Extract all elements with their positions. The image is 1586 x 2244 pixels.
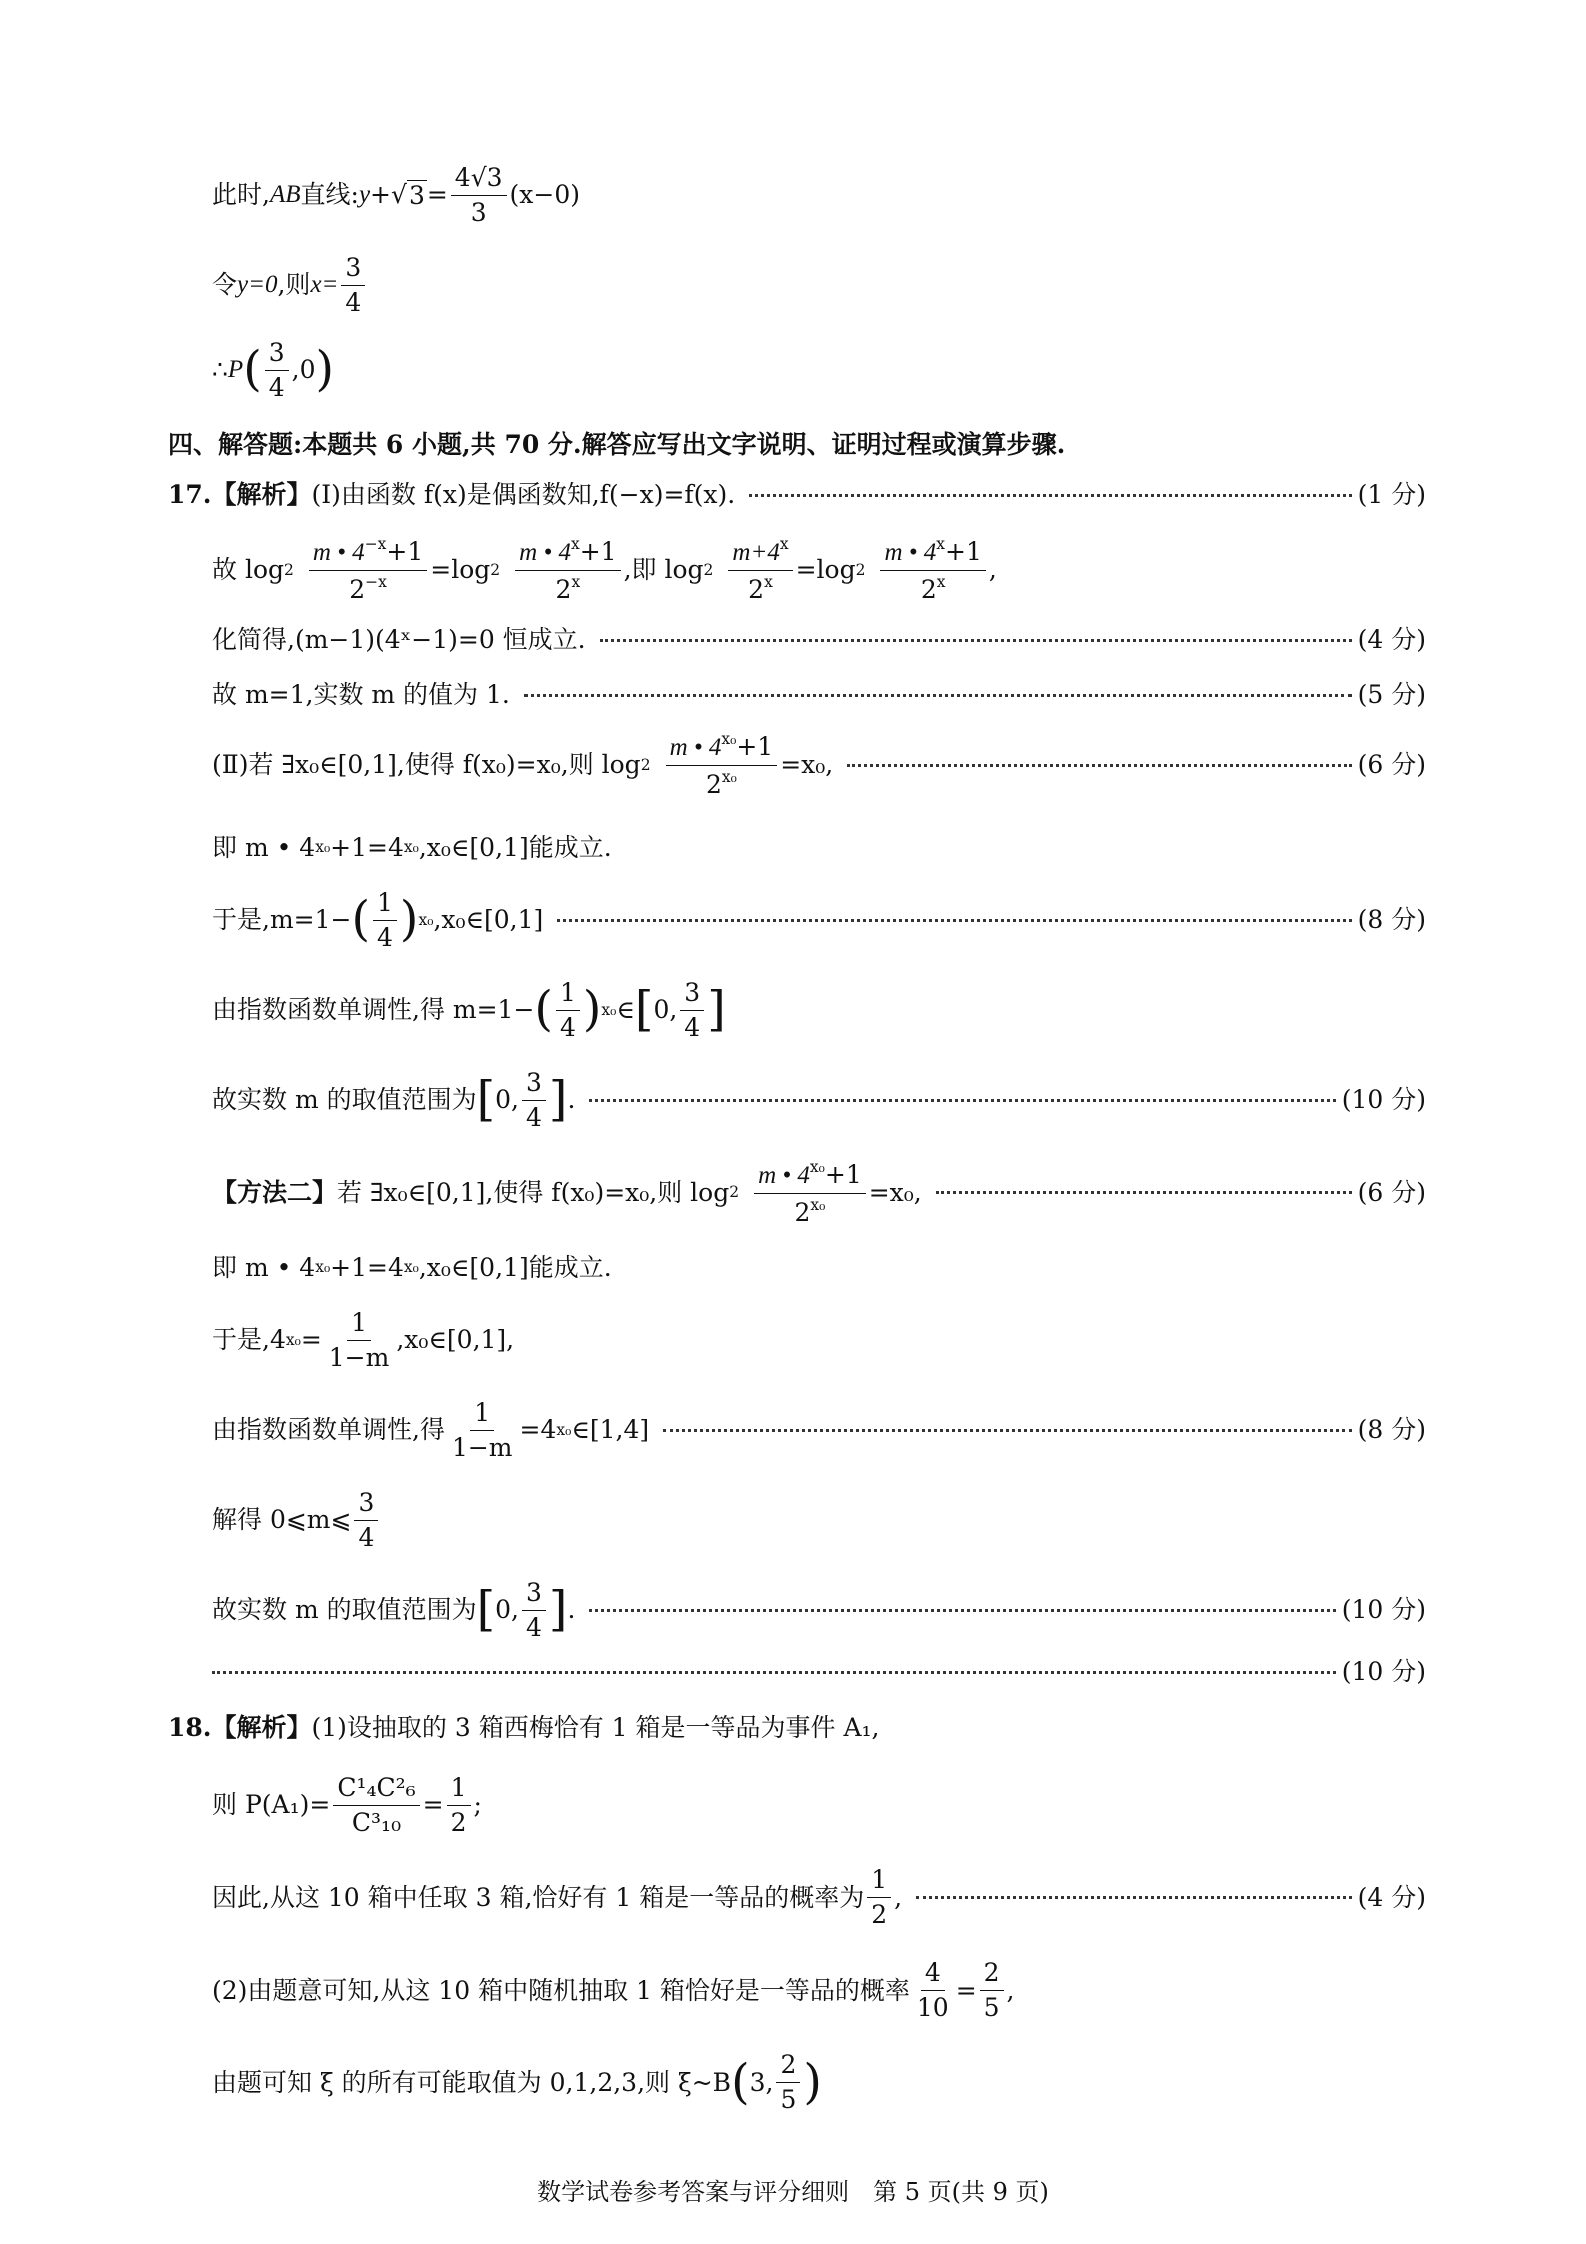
fraction — [680, 978, 704, 1043]
text: + — [370, 180, 391, 209]
denominator: 4 — [526, 1612, 542, 1642]
fraction — [522, 1578, 546, 1643]
numerator: 1 — [470, 1398, 494, 1431]
text: 此时, — [212, 180, 270, 209]
numerator: 1 — [556, 978, 580, 1011]
text: , — [894, 1882, 903, 1912]
q18-line-4 — [212, 1953, 1426, 2028]
leader-dots — [557, 919, 1351, 922]
exp: x₀ — [315, 838, 331, 857]
numerator — [728, 535, 792, 571]
text: 2 — [555, 574, 572, 604]
question-tag: 【解析】 — [211, 1713, 312, 1742]
leader-dots — [916, 1896, 1352, 1899]
q17-method2-line-4 — [212, 1395, 1426, 1465]
text: +1 — [736, 732, 774, 761]
q18-line-2 — [212, 1765, 1426, 1845]
text: ,则 — [277, 270, 311, 299]
denominator: 4 — [559, 1012, 576, 1042]
denominator — [345, 571, 391, 605]
text: 0, — [653, 995, 678, 1024]
text: +1 — [824, 1159, 862, 1189]
text: m • 4 — [669, 734, 722, 761]
exp: x₀ — [810, 1195, 826, 1214]
text: =x₀, — [780, 750, 834, 779]
text: ∈[1,4] — [571, 1415, 650, 1444]
q18-line-3 — [212, 1860, 1426, 1935]
paren-right: ) — [803, 2054, 822, 2110]
text: +1=4 — [330, 1252, 404, 1282]
line-ab-equation — [212, 160, 1426, 230]
numerator — [666, 730, 778, 766]
paren-left: ( — [243, 342, 262, 398]
score: (1 分) — [1357, 480, 1426, 509]
denominator: 4 — [358, 1522, 375, 1552]
text: 3, — [749, 2067, 774, 2097]
text: 0, — [495, 1595, 520, 1624]
var-y: y — [358, 181, 371, 208]
line-let-y-zero — [212, 250, 1426, 320]
paren-left: ( — [731, 2054, 750, 2110]
fraction — [325, 1308, 394, 1373]
fraction — [447, 1773, 471, 1838]
text: ,x₀∈[0,1] — [433, 905, 544, 934]
paren-left: ( — [534, 982, 553, 1038]
numerator: 1 — [447, 1773, 471, 1806]
numerator: 4√3 — [451, 163, 507, 196]
fraction — [309, 535, 427, 605]
text: = — [422, 1790, 444, 1819]
text: m • 4 — [884, 539, 937, 566]
q17-line-7 — [212, 885, 1426, 955]
score: (6 分) — [1357, 1177, 1426, 1207]
denominator: 5 — [983, 1993, 1000, 2022]
paren-right: ) — [399, 892, 419, 948]
exp: x₀ — [809, 1157, 825, 1176]
text: ,x₀∈[0,1]能成立. — [418, 1252, 612, 1282]
text: 于是,m=1− — [212, 905, 352, 934]
text: 直线: — [300, 180, 359, 209]
fraction — [776, 2050, 800, 2115]
fraction — [354, 1488, 378, 1553]
text: ,x₀∈[0,1]能成立. — [418, 832, 612, 862]
numerator — [309, 535, 427, 571]
text: (x−0) — [509, 180, 581, 209]
fraction — [373, 888, 397, 953]
denominator: 1−m — [451, 1432, 513, 1462]
numerator: 3 — [354, 1488, 378, 1521]
text: ,即 log — [623, 555, 704, 584]
text: 故实数 m 的取值范围为 — [212, 1595, 477, 1624]
text: m • 4 — [758, 1161, 810, 1189]
text: 化简得,(m−1)(4ˣ−1)=0 恒成立. — [212, 625, 586, 654]
sqrt-3 — [391, 180, 427, 211]
text: 由指数函数单调性,得 m=1− — [212, 995, 535, 1024]
text: m • 4 — [312, 539, 365, 566]
q18-line-1 — [168, 1708, 1426, 1748]
denominator: 3 — [470, 197, 487, 227]
bracket-left: [ — [634, 982, 654, 1038]
score: (10 分) — [1341, 1657, 1426, 1686]
bracket-right: ] — [548, 1582, 568, 1638]
radicand: 3 — [408, 180, 425, 210]
log-base: 2 — [490, 560, 501, 579]
fraction — [522, 1068, 546, 1133]
text: m • 4 — [519, 539, 571, 566]
text: =log — [430, 555, 491, 584]
leader-dots — [589, 1609, 1335, 1612]
page-footer: 数学试卷参考答案与评分细则 第 5 页(共 9 页) — [537, 2178, 1049, 2206]
text: =log — [795, 555, 856, 584]
text: =4 — [519, 1415, 557, 1444]
log-base: 2 — [703, 560, 714, 579]
bracket-right: ] — [548, 1072, 568, 1128]
exp: x — [936, 535, 946, 554]
q17-line-8 — [212, 975, 1426, 1045]
numerator: 2 — [776, 2050, 800, 2083]
question-number: 17. — [168, 480, 212, 509]
q17-line-3 — [212, 620, 1426, 660]
fraction — [341, 253, 365, 318]
exp: x — [936, 573, 946, 591]
leader-dots — [212, 1671, 1336, 1674]
text: ; — [473, 1790, 482, 1819]
leader-dots — [663, 1429, 1352, 1432]
leader-dots — [589, 1099, 1335, 1102]
denominator: 2 — [871, 1900, 888, 1929]
text: 四、解答题:本题共 6 小题,共 70 分.解答应写出文字说明、证明过程或演算步骤. — [168, 430, 1066, 459]
exp: x — [570, 535, 580, 554]
bracket-left: [ — [476, 1582, 496, 1638]
text: 故实数 m 的取值范围为 — [212, 1085, 477, 1114]
denominator — [702, 766, 741, 800]
question-tag: 【解析】 — [211, 480, 312, 509]
score: (10 分) — [1341, 1595, 1426, 1624]
exp: x — [571, 573, 581, 591]
fraction — [666, 730, 778, 800]
denominator: 4 — [377, 922, 393, 952]
text: ,x₀∈[0,1], — [396, 1325, 515, 1354]
text: . — [567, 1595, 576, 1624]
leader-dots — [936, 1191, 1352, 1194]
text: . — [567, 1085, 576, 1114]
numerator: 4 — [921, 1958, 945, 1991]
q18-line-5 — [212, 2045, 1426, 2120]
fraction — [333, 1773, 419, 1838]
q17-method2-line-6 — [212, 1575, 1426, 1645]
text: 由题可知 ξ 的所有可能取值为 0,1,2,3,则 ξ~B — [212, 2067, 732, 2097]
exp: x₀ — [285, 1330, 301, 1349]
numerator: 1 — [347, 1308, 371, 1341]
leader-dots — [749, 494, 1351, 497]
fraction — [980, 1958, 1004, 2023]
var-ab: AB — [269, 181, 301, 208]
denominator: 4 — [345, 287, 362, 317]
q17-line-2 — [212, 530, 1426, 610]
exp: x₀ — [403, 838, 419, 857]
section-4-heading — [168, 425, 1426, 465]
exp: x₀ — [721, 730, 737, 749]
exp: −x — [364, 535, 387, 554]
text: = — [300, 1325, 322, 1354]
text: 令 — [212, 270, 238, 299]
q17-line-4 — [212, 675, 1426, 715]
text: 解得 0⩽m⩽ — [212, 1505, 352, 1534]
text: 即 m • 4 — [212, 1252, 316, 1282]
text: m+4 — [732, 539, 780, 566]
denominator: C³₁₀ — [351, 1807, 402, 1837]
text: ,0 — [291, 355, 316, 384]
exp: x₀ — [721, 768, 737, 786]
text: +1 — [386, 537, 424, 566]
score: (10 分) — [1341, 1085, 1426, 1114]
score: (5 分) — [1357, 680, 1426, 709]
text: , — [988, 555, 997, 584]
score: (8 分) — [1357, 1415, 1426, 1444]
paren-left: ( — [351, 892, 371, 948]
exp: x₀ — [556, 1420, 572, 1439]
radical-sign: √ — [391, 179, 407, 209]
fraction — [754, 1158, 866, 1228]
fraction — [913, 1958, 953, 2023]
denominator: 10 — [916, 1993, 949, 2022]
denominator — [917, 571, 950, 605]
q17-method2-line-1 — [212, 1155, 1426, 1230]
denominator — [744, 571, 777, 605]
text: 2 — [920, 574, 937, 604]
numerator: 2 — [980, 1958, 1004, 1991]
text: 故 m=1,实数 m 的值为 1. — [212, 680, 510, 709]
fraction — [515, 535, 620, 605]
q17-line-5 — [212, 725, 1426, 805]
log-base: 2 — [729, 1183, 740, 1202]
fraction — [867, 1865, 891, 1930]
text: 则 P(A₁)= — [212, 1790, 331, 1819]
numerator — [880, 535, 985, 571]
text: (Ⅱ)若 ∃x₀∈[0,1],使得 f(x₀)=x₀,则 log — [212, 750, 641, 779]
therefore-symbol: ∴ — [212, 355, 228, 384]
text: , — [1006, 1975, 1015, 2005]
var-p: P — [227, 356, 244, 383]
text: ∈ — [616, 995, 635, 1024]
text: (2)由题意可知,从这 10 箱中随机抽取 1 箱恰好是一等品的概率 — [212, 1975, 910, 2005]
score: (8 分) — [1357, 905, 1426, 934]
q17-line-9 — [212, 1065, 1426, 1135]
exp: x₀ — [315, 1258, 331, 1277]
text: 由指数函数单调性,得 — [212, 1415, 445, 1444]
numerator: 3 — [522, 1578, 546, 1611]
exp: x₀ — [418, 910, 434, 929]
denominator: 4 — [526, 1102, 542, 1132]
line-therefore-p — [212, 335, 1426, 405]
numerator: 3 — [522, 1068, 546, 1101]
exp: x₀ — [601, 1000, 617, 1019]
text: =x₀, — [868, 1177, 922, 1207]
numerator: 3 — [680, 978, 704, 1011]
log-base: 2 — [855, 560, 866, 579]
text: 故 log — [212, 555, 284, 584]
fraction — [880, 535, 985, 605]
denominator: 4 — [684, 1012, 701, 1042]
exp: x₀ — [403, 1258, 419, 1277]
exp: −x — [365, 573, 387, 591]
q17-line-6 — [212, 825, 1426, 870]
text: 2 — [349, 574, 366, 604]
score: (6 分) — [1357, 750, 1426, 779]
denominator: 1−m — [328, 1342, 390, 1372]
text: 于是,4 — [212, 1325, 286, 1354]
question-number: 18. — [168, 1713, 212, 1742]
q17-method2-line-3 — [212, 1305, 1426, 1375]
numerator — [515, 535, 620, 571]
exp: x — [764, 573, 773, 591]
fraction — [448, 1398, 517, 1463]
text: 因此,从这 10 箱中任取 3 箱,恰好有 1 箱是一等品的概率为 — [212, 1882, 865, 1912]
denominator: 5 — [780, 2085, 797, 2114]
numerator: 3 — [265, 338, 289, 371]
q17-method2-line-7 — [212, 1652, 1426, 1692]
numerator: 1 — [867, 1865, 891, 1898]
text: y=0 — [237, 271, 278, 298]
exp: x — [779, 535, 789, 554]
denominator: 4 — [268, 372, 285, 402]
numerator: C¹₄C²₆ — [333, 1773, 419, 1806]
text: = — [426, 180, 448, 209]
denominator — [552, 571, 585, 605]
text: x= — [310, 271, 339, 298]
denominator — [790, 1194, 829, 1228]
text: 若 ∃x₀∈[0,1],使得 f(x₀)=x₀,则 log — [337, 1177, 730, 1207]
fraction — [728, 535, 792, 605]
q17-line-1 — [168, 475, 1426, 515]
text: (Ⅰ)由函数 f(x)是偶函数知,f(−x)=f(x). — [311, 480, 736, 509]
text: 0, — [495, 1085, 520, 1114]
leader-dots — [524, 694, 1352, 697]
log-base: 2 — [640, 755, 651, 774]
text: = — [955, 1975, 977, 2005]
text: +1 — [579, 537, 617, 566]
paren-right: ) — [315, 342, 335, 398]
fraction — [556, 978, 580, 1043]
fraction — [265, 338, 289, 403]
text: 2 — [794, 1197, 811, 1227]
q17-method2-line-5 — [212, 1485, 1426, 1555]
method-tag: 【方法二】 — [212, 1177, 338, 1207]
numerator: 1 — [373, 888, 397, 921]
numerator: 3 — [341, 253, 365, 286]
q17-method2-line-2 — [212, 1245, 1426, 1290]
leader-dots — [847, 764, 1351, 767]
bracket-right: ] — [707, 982, 726, 1038]
text: 即 m • 4 — [212, 832, 316, 862]
numerator — [754, 1158, 866, 1194]
text: +1=4 — [330, 832, 404, 862]
leader-dots — [600, 639, 1352, 642]
fraction — [451, 163, 507, 228]
score: (4 分) — [1357, 625, 1426, 654]
text: 2 — [748, 574, 765, 604]
score: (4 分) — [1357, 1882, 1426, 1912]
paren-right: ) — [582, 982, 602, 1038]
log-base: 2 — [284, 560, 294, 579]
text: (1)设抽取的 3 箱西梅恰有 1 箱是一等品为事件 A₁, — [311, 1713, 880, 1742]
bracket-left: [ — [476, 1072, 496, 1128]
text: +1 — [945, 537, 982, 566]
text: 2 — [705, 769, 722, 799]
denominator: 2 — [450, 1807, 467, 1837]
